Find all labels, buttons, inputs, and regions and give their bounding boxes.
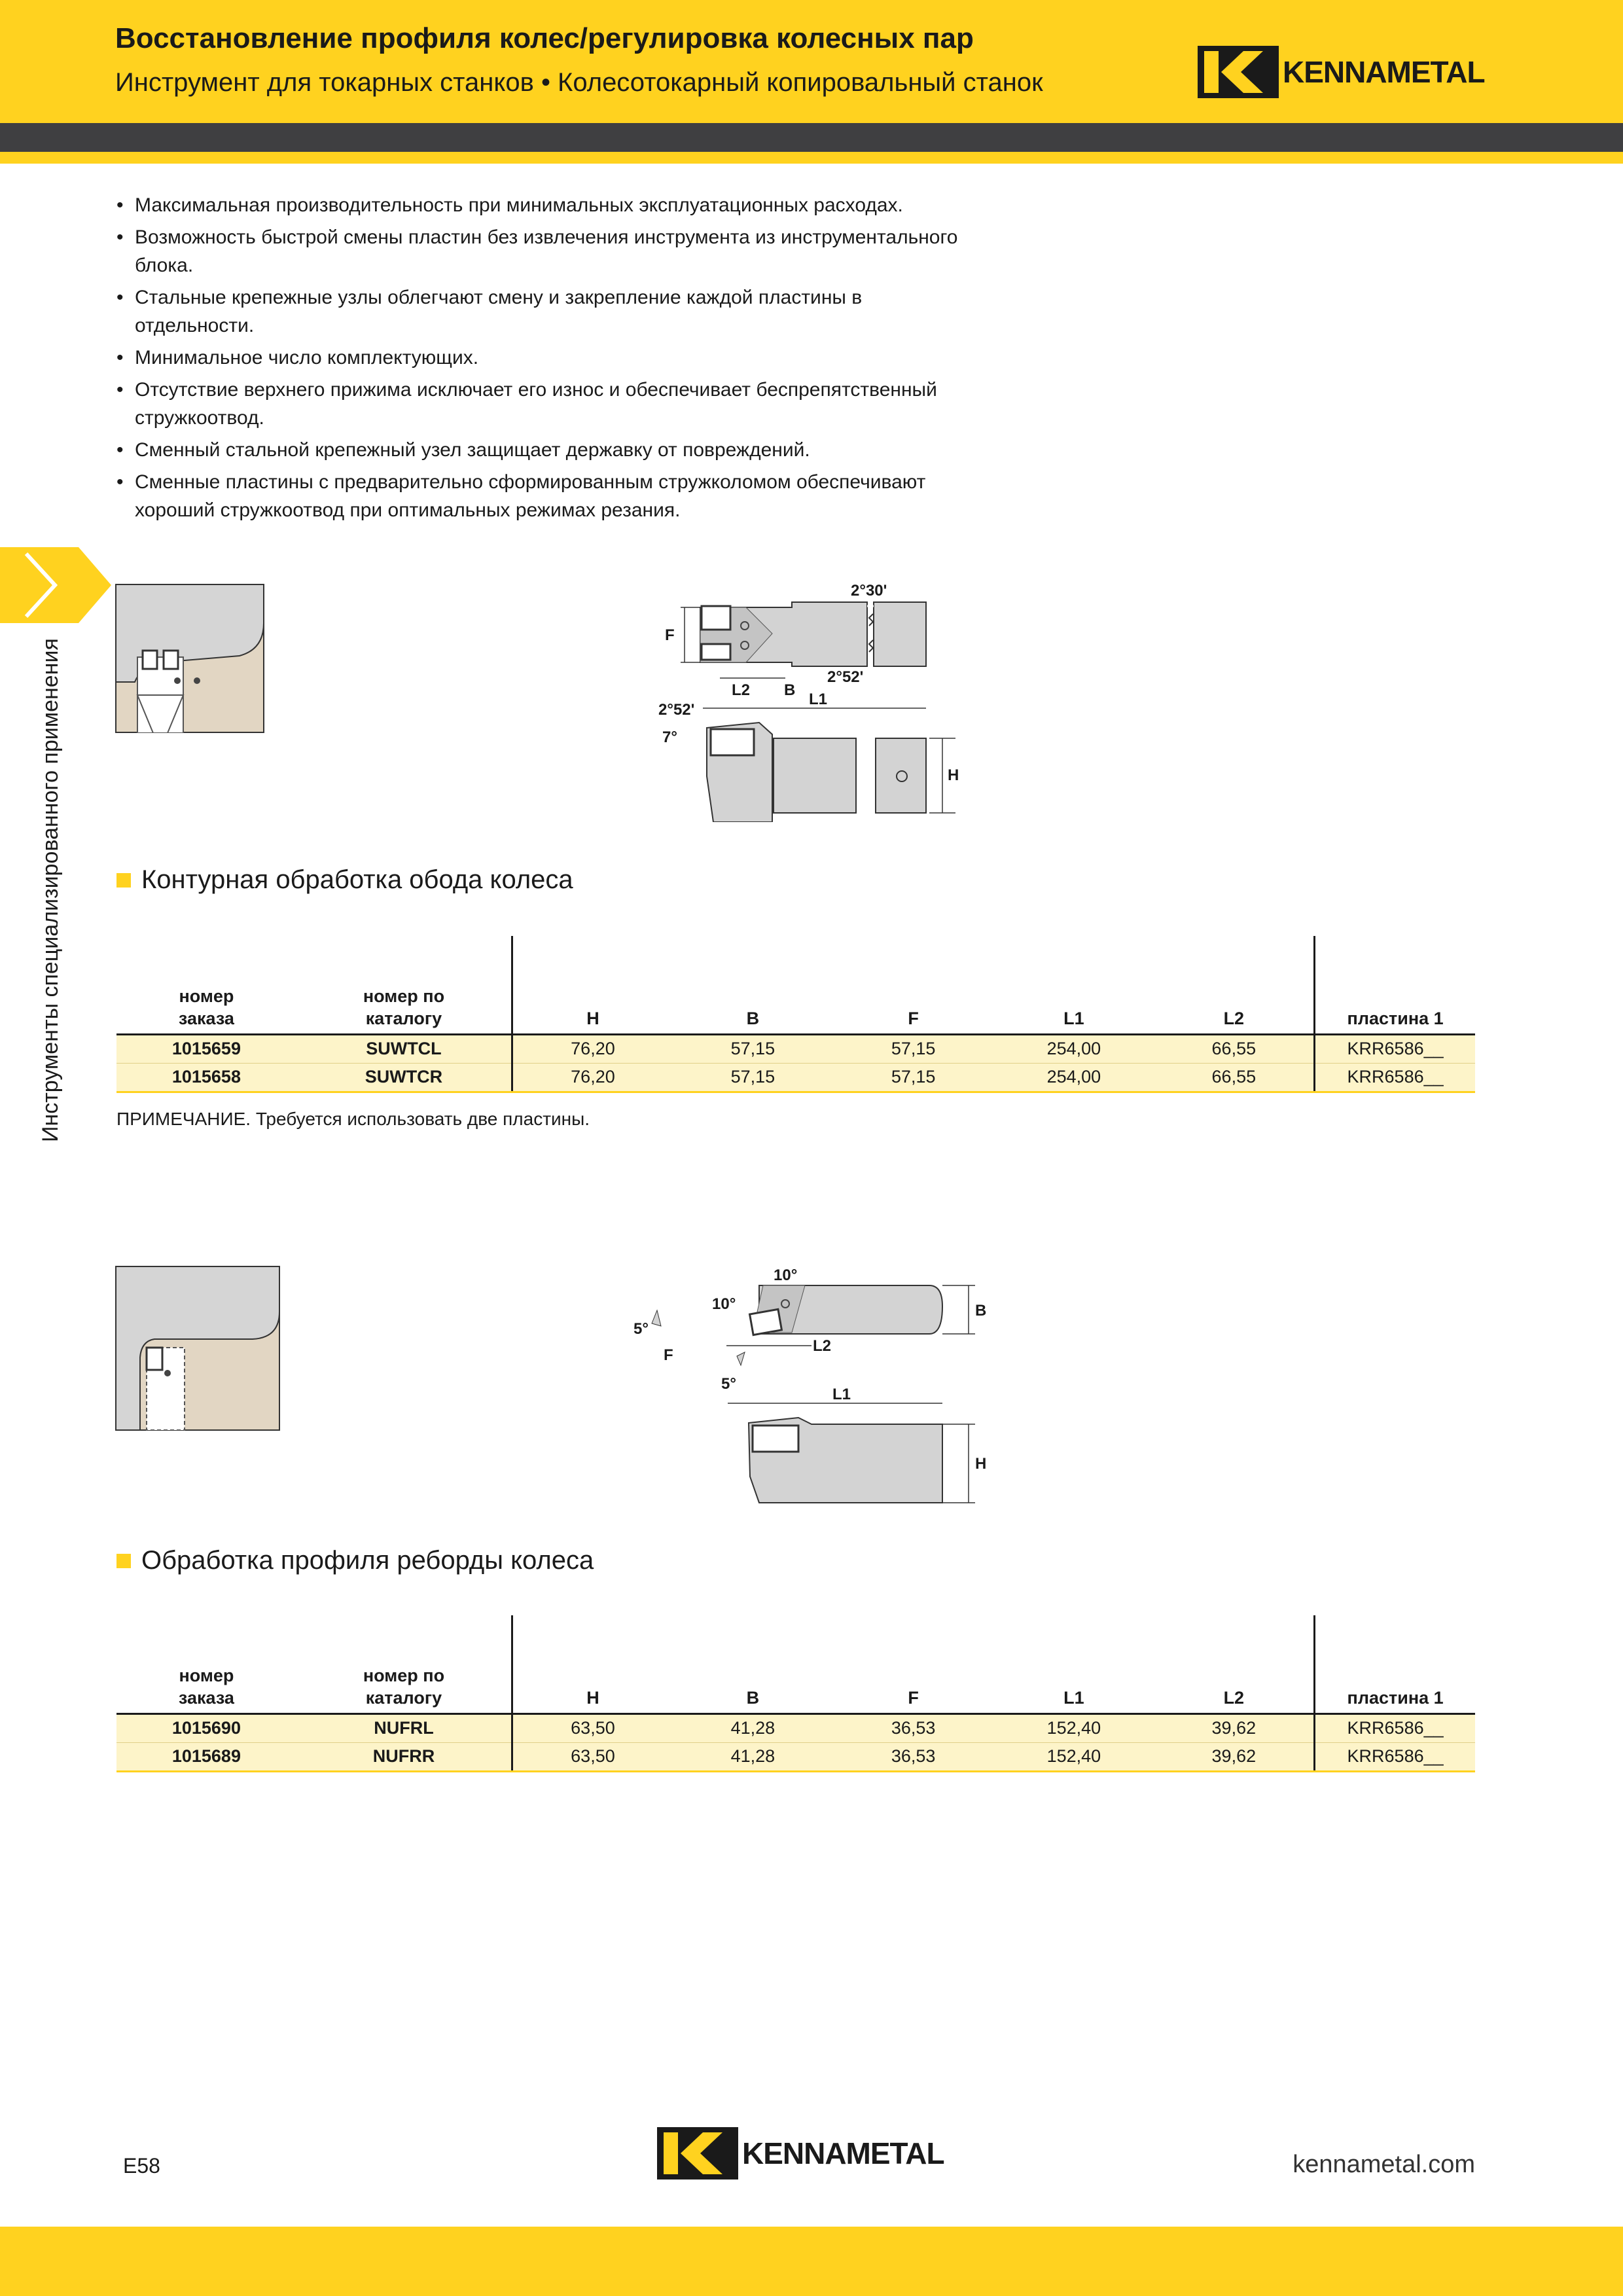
- cell-catalog: NUFRR: [296, 1742, 512, 1771]
- angle-label-2-52: 2°52': [827, 668, 864, 686]
- header-order-line2: заказа: [178, 1687, 234, 1708]
- cell-h: 76,20: [512, 1034, 673, 1063]
- dim-label-l2: L2: [732, 681, 751, 699]
- header-f: F: [833, 1615, 993, 1713]
- table-row: [116, 1034, 1475, 1063]
- header-catalog: [296, 1615, 512, 1713]
- cell-l1: 254,00: [993, 1034, 1154, 1063]
- cell-order: 1015689: [116, 1742, 296, 1771]
- dim-label-b: B: [975, 1302, 987, 1319]
- cell-l1: 152,40: [993, 1742, 1154, 1771]
- cell-b: 41,28: [673, 1742, 833, 1771]
- kennametal-k-logo-icon: [657, 2127, 738, 2179]
- sidebar-section-label: Инструменты специализированного применения: [38, 638, 63, 1142]
- list-item: • Сменный стальной крепежный узел защищает державку от повреждений.: [116, 436, 967, 464]
- header-catalog-line1: номер по: [363, 986, 445, 1006]
- angle-label-2-52-side: 2°52': [658, 701, 695, 719]
- list-item: • Стальные крепежные узлы облегчают смену и закрепление каждой пластины в отдельности.: [116, 283, 967, 340]
- list-item: • Отсутствие верхнего прижима исключает его износ и обеспечивает беспрепятственный стружкоотвод.: [116, 376, 967, 432]
- dim-label-h: H: [975, 1455, 987, 1473]
- section-title-flange: [116, 1546, 594, 1575]
- feature-list: [116, 191, 967, 528]
- cell-l2: 39,62: [1154, 1713, 1314, 1742]
- cell-f: 36,53: [833, 1713, 993, 1742]
- header-catalog-line2: каталогу: [365, 1008, 442, 1028]
- header-yellow-line: [0, 152, 1623, 164]
- dim-label-l1: L1: [809, 691, 828, 708]
- cell-order: 1015659: [116, 1034, 296, 1063]
- cell-insert: KRR6586__: [1315, 1063, 1475, 1092]
- page-number: E58: [123, 2154, 160, 2178]
- list-item: • Возможность быстрой смены пластин без извлечения инструмента из инструментального блока.: [116, 223, 967, 279]
- spec-table-rim: [116, 936, 1475, 1093]
- page-header: [0, 0, 1623, 123]
- yellow-square-icon: [116, 1554, 131, 1568]
- technical-drawing-flange-tool: [628, 1261, 995, 1516]
- table-row: [116, 1063, 1475, 1092]
- header-dark-band: [0, 123, 1623, 152]
- cell-b: 57,15: [673, 1034, 833, 1063]
- cell-f: 36,53: [833, 1742, 993, 1771]
- header-catalog: [296, 936, 512, 1034]
- dim-label-b: B: [784, 681, 796, 699]
- header-catalog-line1: номер по: [363, 1665, 445, 1685]
- cell-catalog: SUWTCL: [296, 1034, 512, 1063]
- cell-l2: 66,55: [1154, 1063, 1314, 1092]
- header-order: [116, 936, 296, 1034]
- cell-h: 63,50: [512, 1742, 673, 1771]
- page-subtitle: Инструмент для токарных станков • Колесотокарный копировальный станок: [115, 68, 1043, 97]
- cell-b: 41,28: [673, 1713, 833, 1742]
- angle-label-5-left: 5°: [633, 1320, 649, 1338]
- cell-l2: 66,55: [1154, 1034, 1314, 1063]
- header-catalog-line2: каталогу: [365, 1687, 442, 1708]
- header-f: F: [833, 936, 993, 1034]
- list-item: • Минимальное число комплектующих.: [116, 344, 967, 372]
- cell-h: 76,20: [512, 1063, 673, 1092]
- cell-order: 1015658: [116, 1063, 296, 1092]
- cell-h: 63,50: [512, 1713, 673, 1742]
- dim-label-l1: L1: [832, 1386, 851, 1403]
- kennametal-logo: [1198, 46, 1485, 98]
- section-title-text: Обработка профиля реборды колеса: [141, 1546, 594, 1575]
- cell-catalog: NUFRL: [296, 1713, 512, 1742]
- cell-insert: KRR6586__: [1315, 1742, 1475, 1771]
- dim-label-f: F: [664, 1346, 673, 1364]
- cell-l2: 39,62: [1154, 1742, 1314, 1771]
- logo-wordmark: KENNAMETAL: [742, 2136, 944, 2170]
- header-b: B: [673, 1615, 833, 1713]
- website-link[interactable]: kennametal.com: [1293, 2151, 1475, 2178]
- cell-f: 57,15: [833, 1034, 993, 1063]
- header-b: B: [673, 936, 833, 1034]
- angle-label-10-side: 10°: [712, 1295, 736, 1313]
- kennametal-logo-footer: [657, 2127, 944, 2179]
- header-l1: L1: [993, 1615, 1154, 1713]
- cell-b: 57,15: [673, 1063, 833, 1092]
- spec-table-flange: [116, 1615, 1475, 1772]
- cell-l1: 152,40: [993, 1713, 1154, 1742]
- header-h: H: [512, 936, 673, 1034]
- header-order-line1: номер: [179, 1665, 234, 1685]
- application-sketch-flange: [115, 1266, 280, 1431]
- table-row: [116, 1713, 1475, 1742]
- header-l2: L2: [1154, 936, 1314, 1034]
- table-row: [116, 1742, 1475, 1771]
- angle-label-10-top: 10°: [774, 1266, 798, 1284]
- angle-label-5-bottom: 5°: [721, 1375, 736, 1393]
- header-order-line2: заказа: [178, 1008, 234, 1028]
- table-note: ПРИМЕЧАНИЕ. Требуется использовать две пластины.: [116, 1109, 590, 1129]
- header-l2: L2: [1154, 1615, 1314, 1713]
- yellow-square-icon: [116, 873, 131, 888]
- dim-label-f: F: [665, 626, 675, 644]
- page-title: Восстановление профиля колес/регулировка колесных пар: [115, 22, 974, 54]
- section-title-text: Контурная обработка обода колеса: [141, 865, 573, 894]
- application-sketch-rim: [115, 584, 264, 733]
- cell-catalog: SUWTCR: [296, 1063, 512, 1092]
- header-order: [116, 1615, 296, 1713]
- cell-f: 57,15: [833, 1063, 993, 1092]
- logo-wordmark: KENNAMETAL: [1283, 55, 1485, 89]
- angle-label-7: 7°: [662, 728, 677, 746]
- kennametal-k-logo-icon: [1198, 46, 1279, 98]
- side-chevron-tab-icon: [0, 547, 111, 623]
- header-h: H: [512, 1615, 673, 1713]
- footer-yellow-band: [0, 2227, 1623, 2296]
- list-item: • Максимальная производительность при минимальных эксплуатационных расходах.: [116, 191, 967, 219]
- header-order-line1: номер: [179, 986, 234, 1006]
- dim-label-h: H: [948, 766, 959, 784]
- cell-order: 1015690: [116, 1713, 296, 1742]
- header-insert: пластина 1: [1315, 936, 1475, 1034]
- cell-l1: 254,00: [993, 1063, 1154, 1092]
- dim-label-l2: L2: [813, 1337, 832, 1355]
- cell-insert: KRR6586__: [1315, 1034, 1475, 1063]
- angle-label-2-30: 2°30': [851, 582, 887, 600]
- list-item: • Сменные пластины с предварительно сформированным стружколомом обеспечивают хороший стружкоотвод при оптимальных режимах резания.: [116, 468, 967, 524]
- header-insert: пластина 1: [1315, 1615, 1475, 1713]
- section-title-rim: [116, 865, 573, 895]
- technical-drawing-rim-tool: [654, 580, 982, 822]
- cell-insert: KRR6586__: [1315, 1713, 1475, 1742]
- header-l1: L1: [993, 936, 1154, 1034]
